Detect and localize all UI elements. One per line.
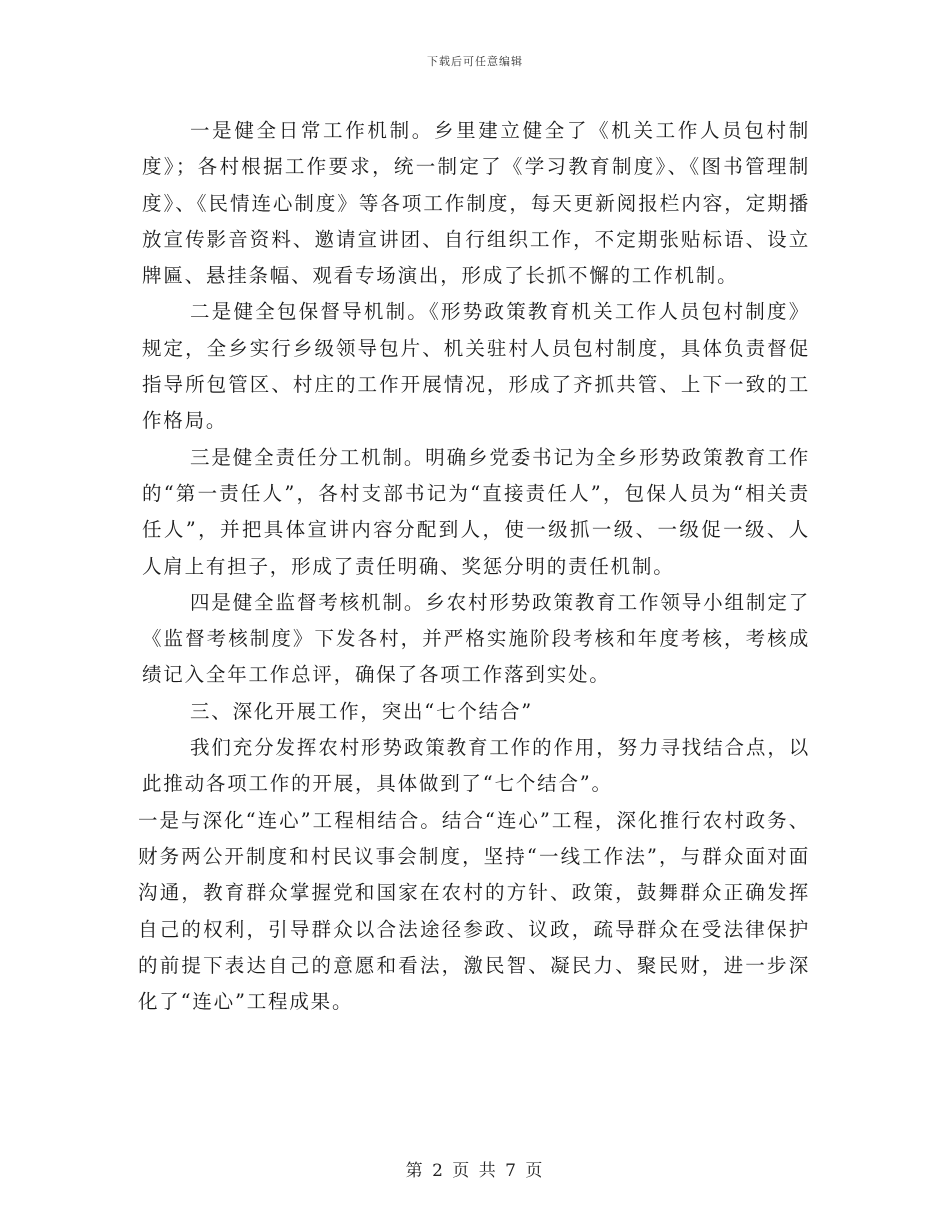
page-header: 下载后可任意编辑: [427, 55, 523, 68]
paragraph-daily-mechanism: 一是健全日常工作机制。乡里建立健全了《机关工作人员包村制度》；各村根据工作要求，统一制定了《学习教育制度》、《图书管理制度》、《民情连心制度》等各项工作制度，每天更新阅报栏内容，定期播放宣传影音资料、邀请宣讲团、自行组织工作，不定期张贴标语、设立牌匾、悬挂条幅、观看专场演出，形成了长抓不懈的工作机制。: [142, 119, 810, 288]
paragraph-supervision-mechanism: 二是健全包保督导机制。《形势政策教育机关工作人员包村制度》规定，全乡实行乡级领导包片、机关驻村人员包村制度，具体负责督促指导所包管区、村庄的工作开展情况，形成了齐抓共管、上下一致的工作格局。: [142, 300, 810, 433]
page-number-footer: 第 2 页 共 7 页: [405, 1161, 545, 1181]
paragraph-responsibility-mechanism: 三是健全责任分工机制。明确乡党委书记为全乡形势政策教育工作的“第一责任人”，各村支部书记为“直接责任人”，包保人员为“相关责任人”，并把具体宣讲内容分配到人，使一级抓一级、一级促一级、人人肩上有担子，形成了责任明确、奖惩分明的责任机制。: [142, 445, 810, 578]
paragraph-lianxin-project: 一是与深化“连心”工程相结合。结合“连心”工程，深化推行农村政务、财务两公开制度和村民议事会制度，坚持“一线工作法”，与群众面对面沟通，教育群众掌握党和国家在农村的方针、政策，鼓舞群众正确发挥自己的权利，引导群众以合法途径参政、议政，疏导群众在受法律保护的前提下表达自己的意愿和看法，激民智、凝民力、聚民财，进一步深化了“连心”工程成果。: [138, 808, 810, 1014]
section-heading-seven-combinations: 三、深化开展工作，突出“七个结合”: [190, 699, 534, 723]
paragraph-seven-combinations-intro: 我们充分发挥农村形势政策教育工作的作用，努力寻找结合点，以此推动各项工作的开展，具体做到了“七个结合”。: [142, 736, 810, 796]
paragraph-assessment-mechanism: 四是健全监督考核机制。乡农村形势政策教育工作领导小组制定了《监督考核制度》下发各村，并严格实施阶段考核和年度考核，考核成绩记入全年工作总评，确保了各项工作落到实处。: [142, 590, 810, 687]
document-body: [138, 113, 810, 1020]
